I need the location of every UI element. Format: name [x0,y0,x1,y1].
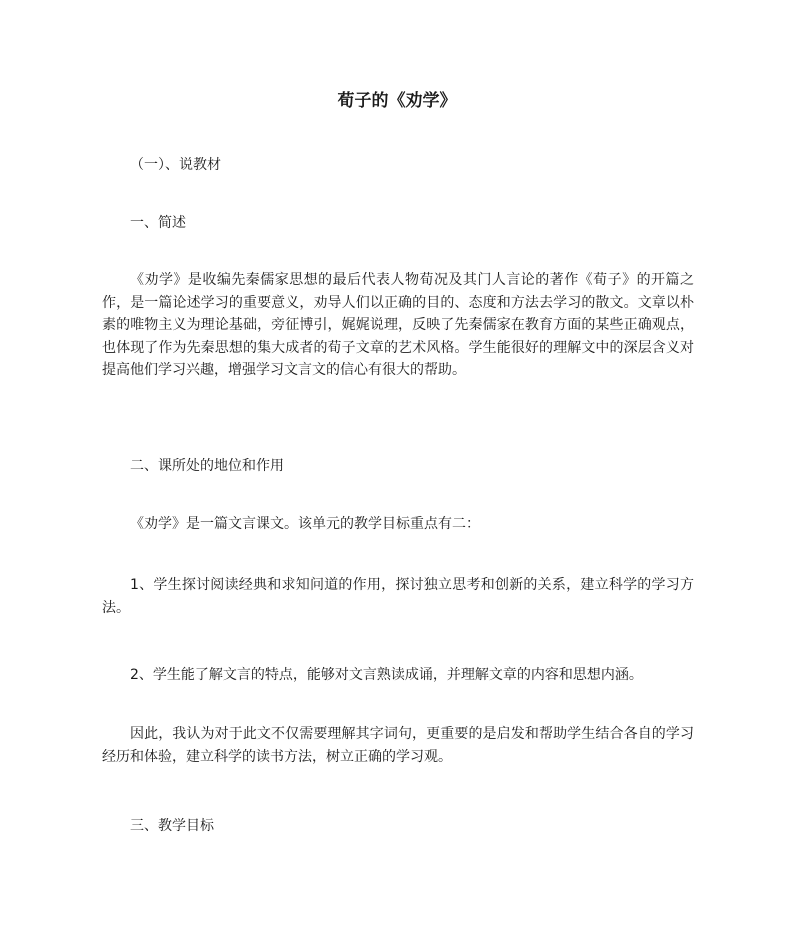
unit-statement: 《劝学》是一篇文言课文。该单元的教学目标重点有二： [130,516,480,532]
intro-paragraph: 《劝学》是收编先秦儒家思想的最后代表人物荀况及其门人言论的著作《荀子》的开篇之作，是一篇论述学习的重要意义，劝导人们以正确的目的、态度和方法去学习的散文。文章以朴素的唯物主义为理论基础，旁征博引，娓娓说理，反映了先秦儒家在教育方面的某些正确观点，也体现了作为先秦思想的集大成者的荀子文章的艺术风格。学生能很好的理解文中的深层含义对提高他们学习兴趣，增强学习文言文的信心有很大的帮助。 [102,272,694,379]
goal-item-2: 2、学生能了解文言的特点，能够对文言熟读成诵，并理解文章的内容和思想内涵。 [130,667,643,683]
section-heading: （一）、说教材 [130,157,221,173]
heading-position-and-role: 二、课所处的地位和作用 [130,458,284,474]
goal-item-1: 1、学生探讨阅读经典和求知问道的作用，探讨独立思考和创新的关系，建立科学的学习方法。 [102,577,694,616]
heading-overview: 一、简述 [130,215,186,231]
heading-teaching-goals: 三、教学目标 [130,818,214,834]
conclusion-paragraph: 因此，我认为对于此文不仅需要理解其字词句，更重要的是启发和帮助学生结合各自的学习经历和体验，建立科学的读书方法，树立正确的学习观。 [102,726,694,765]
document-title: 荀子的《劝学》 [337,91,457,111]
